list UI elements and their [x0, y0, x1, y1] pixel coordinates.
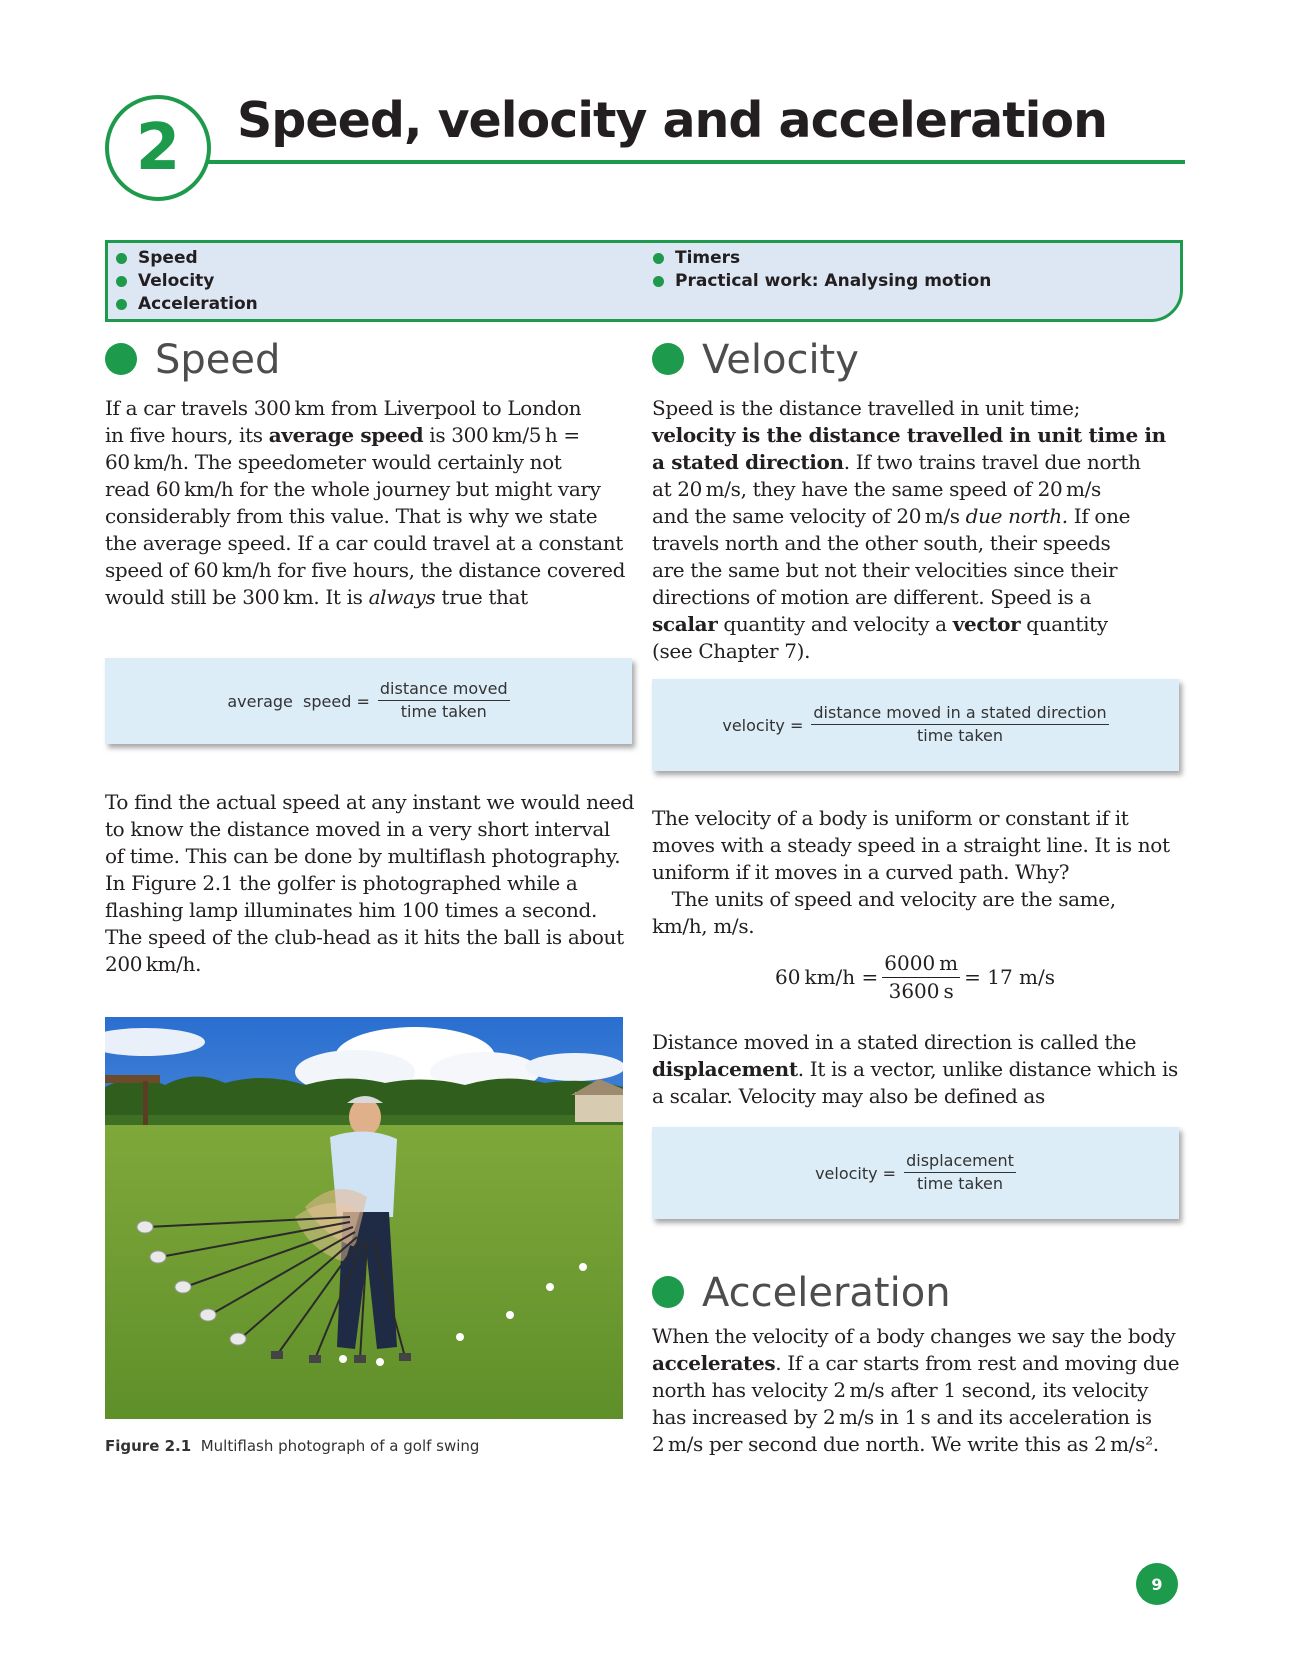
chapter-number-badge — [105, 95, 211, 201]
chapter-title: Speed, velocity and acceleration — [237, 92, 1107, 149]
figure-caption-text: Multiflash photograph of a golf swing — [200, 1437, 480, 1455]
formula-fraction — [378, 679, 510, 723]
bullet-icon — [116, 299, 127, 310]
formula-denominator: time taken — [400, 702, 487, 721]
text-line: scalar quantity and velocity a vector quantity — [652, 612, 1108, 636]
text-line: Distance moved in a stated direction is called the — [652, 1030, 1137, 1054]
golf-swing-multiflash-photo — [105, 1017, 623, 1419]
section-heading-text: Speed — [155, 337, 281, 383]
text-line: The velocity of a body is uniform or constant if it — [652, 806, 1129, 830]
contents-item — [649, 247, 991, 270]
text-line: of time. This can be done by multiflash photography. — [105, 844, 621, 868]
section-bullet-icon — [652, 343, 684, 375]
speed-paragraph-1 — [105, 395, 625, 611]
contents-list-right — [649, 247, 991, 293]
page-number-badge — [1136, 1563, 1178, 1605]
formula-lhs: velocity = — [815, 1163, 897, 1183]
velocity-formula-box-2 — [652, 1127, 1179, 1219]
text-line: considerably from this value. That is why we state — [105, 504, 598, 528]
equation-fraction — [882, 950, 960, 1004]
text-line: 2 m/s per second due north. We write this as 2 m/s². — [652, 1432, 1159, 1456]
text-line: moves with a steady speed in a straight line. It is not — [652, 833, 1170, 857]
text-line: at 20 m/s, they have the same speed of 20 m/s — [652, 477, 1101, 501]
text-line: to know the distance moved in a very short interval — [105, 817, 610, 841]
velocity-paragraph-3 — [652, 1029, 1178, 1110]
text-line: velocity is the distance travelled in unit time in — [652, 423, 1166, 447]
unit-conversion-equation — [775, 950, 1055, 1004]
bullet-icon — [116, 276, 127, 287]
contents-list-left — [112, 247, 258, 316]
formula-denominator: time taken — [917, 726, 1003, 745]
equation-lhs: 60 km/h = — [775, 965, 879, 989]
text-line: a scalar. Velocity may also be defined as — [652, 1084, 1045, 1108]
contents-item-label: Velocity — [138, 271, 215, 291]
figure-label: Figure 2.1 — [105, 1437, 192, 1455]
text-line: travels north and the other south, their speeds — [652, 531, 1111, 555]
acceleration-paragraph-1 — [652, 1323, 1179, 1458]
formula-numerator: distance moved — [378, 679, 510, 701]
velocity-paragraph-2 — [652, 805, 1170, 940]
text-line: 60 km/h. The speedometer would certainly not — [105, 450, 562, 474]
equation-denominator: 3600 s — [888, 979, 954, 1003]
text-line: km/h, m/s. — [652, 914, 755, 938]
text-line: directions of motion are different. Speed is a — [652, 585, 1092, 609]
text-line: In Figure 2.1 the golfer is photographed while a — [105, 871, 578, 895]
section-heading-text: Velocity — [702, 337, 859, 383]
contents-item — [112, 270, 258, 293]
section-bullet-icon — [652, 1276, 684, 1308]
contents-item — [112, 293, 258, 316]
velocity-formula-box-1 — [652, 679, 1179, 771]
contents-item-label: Speed — [138, 248, 198, 268]
section-bullet-icon — [105, 343, 137, 375]
contents-item-label: Timers — [675, 248, 741, 268]
average-speed-formula-box — [105, 658, 632, 744]
text-line: uniform if it moves in a curved path. Why? — [652, 860, 1070, 884]
section-heading-acceleration — [652, 1270, 951, 1316]
contents-item — [649, 270, 991, 293]
section-heading-velocity — [652, 337, 859, 383]
formula-lhs: velocity = — [722, 715, 804, 735]
text-line: are the same but not their velocities since their — [652, 558, 1118, 582]
text-line: north has velocity 2 m/s after 1 second, its velocity — [652, 1378, 1149, 1402]
text-line: has increased by 2 m/s in 1 s and its acceleration is — [652, 1405, 1152, 1429]
figure-caption — [105, 1437, 479, 1455]
section-heading-speed — [105, 337, 280, 383]
text-line: displacement. It is a vector, unlike distance which is — [652, 1057, 1178, 1081]
chapter-contents-box — [105, 240, 1183, 322]
equation-rhs: = 17 m/s — [964, 965, 1056, 989]
formula-fraction — [904, 1151, 1016, 1195]
text-line: To find the actual speed at any instant we would need — [105, 790, 635, 814]
text-line: and the same velocity of 20 m/s due north. If one — [652, 504, 1131, 528]
contents-item-label: Acceleration — [138, 294, 258, 314]
formula-numerator: displacement — [904, 1151, 1016, 1173]
text-line: If a car travels 300 km from Liverpool to London — [105, 396, 582, 420]
page-number: 9 — [1151, 1574, 1163, 1594]
formula-fraction — [811, 703, 1108, 747]
chapter-number: 2 — [135, 111, 181, 185]
contents-item — [112, 247, 258, 270]
text-line: (see Chapter 7). — [652, 639, 811, 663]
formula-lhs: average speed = — [227, 691, 370, 711]
text-line: 200 km/h. — [105, 952, 202, 976]
text-line: would still be 300 km. It is always true that — [105, 585, 528, 609]
formula-numerator: distance moved in a stated direction — [811, 703, 1108, 725]
text-line: Speed is the distance travelled in unit time; — [652, 396, 1081, 420]
text-line: speed of 60 km/h for five hours, the distance covered — [105, 558, 626, 582]
bullet-icon — [653, 253, 664, 264]
speed-paragraph-2 — [105, 789, 634, 978]
text-line: the average speed. If a car could travel at a constant — [105, 531, 623, 555]
text-line: When the velocity of a body changes we say the body — [652, 1324, 1176, 1348]
text-line: a stated direction. If two trains travel due north — [652, 450, 1141, 474]
text-line: in five hours, its average speed is 300 km/5 h = — [105, 423, 580, 447]
text-line: accelerates. If a car starts from rest and moving due — [652, 1351, 1180, 1375]
text-line: read 60 km/h for the whole journey but might vary — [105, 477, 601, 501]
section-heading-text: Acceleration — [702, 1270, 951, 1316]
equation-numerator: 6000 m — [882, 950, 960, 978]
formula-denominator: time taken — [917, 1174, 1003, 1193]
bullet-icon — [653, 276, 664, 287]
chapter-title-rule — [205, 160, 1185, 164]
velocity-paragraph-1 — [652, 395, 1166, 665]
bullet-icon — [116, 253, 127, 264]
text-line: The units of speed and velocity are the same, — [652, 887, 1116, 911]
text-line: flashing lamp illuminates him 100 times a second. — [105, 898, 597, 922]
contents-item-label: Practical work: Analysing motion — [675, 271, 992, 291]
text-line: The speed of the club-head as it hits the ball is about — [105, 925, 624, 949]
